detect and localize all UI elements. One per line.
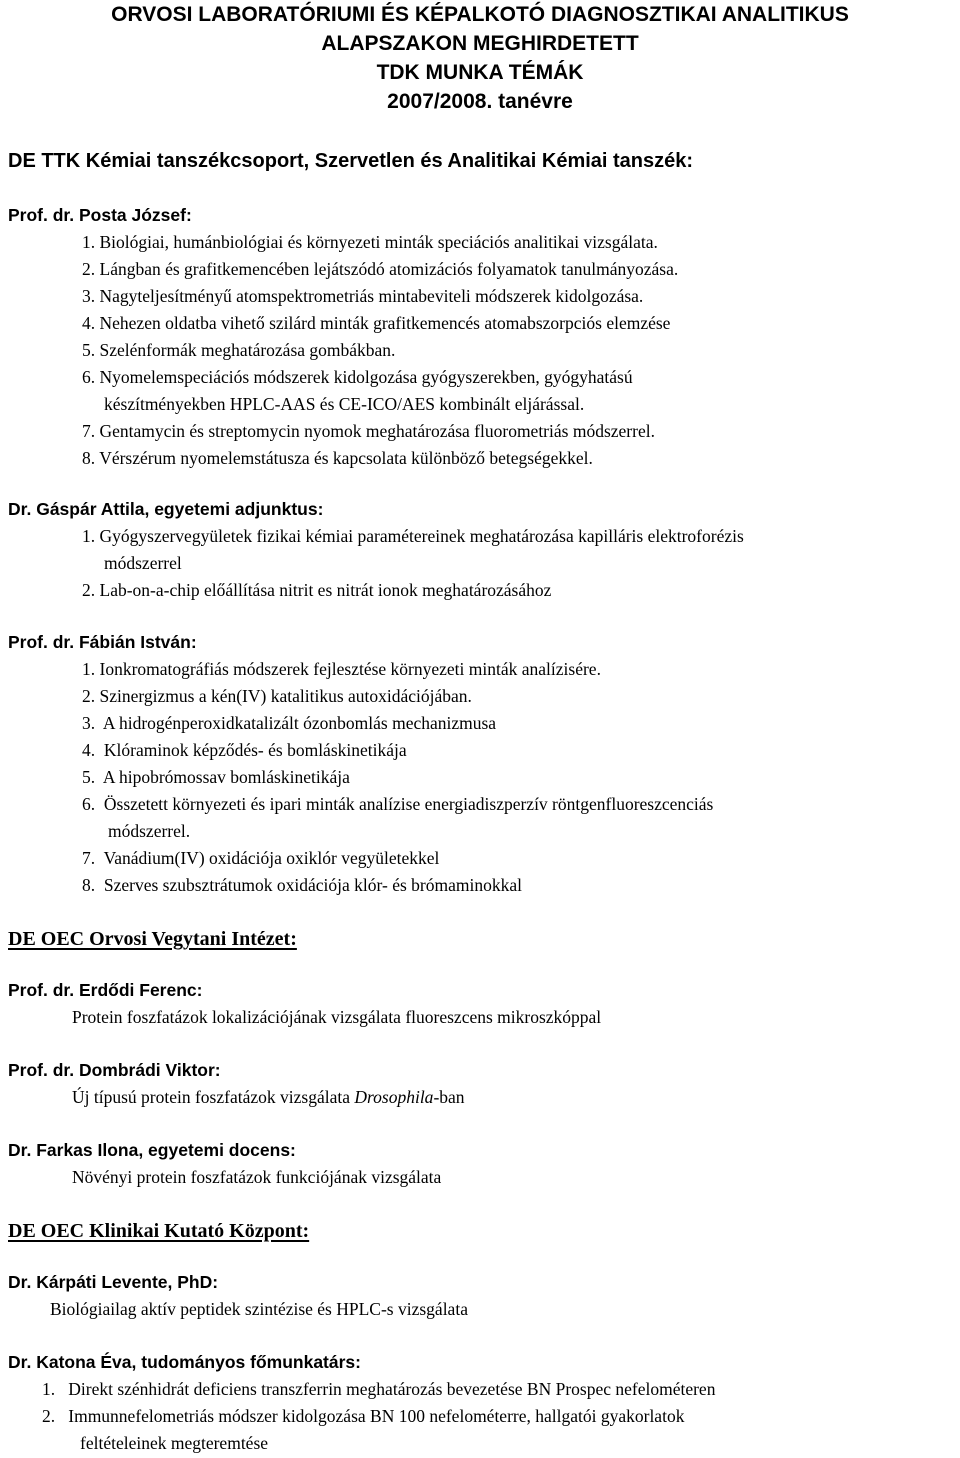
topic-item: 2. Szinergizmus a kén(IV) katalitikus autoxidációjában.	[82, 686, 472, 706]
department-heading-orvosi-vegytani: DE OEC Orvosi Vegytani Intézet:	[8, 928, 297, 950]
topic-item: 8. Szerves szubsztrátumok oxidációja klór- és brómaminokkal	[82, 875, 522, 895]
topic-item-continuation: módszerrel.	[108, 821, 191, 841]
topic-item: 2. Immunnefelometriás módszer kidolgozása BN 100 nefelométerre, hallgatói gyakorlatok	[42, 1406, 685, 1426]
document-title-line-4: 2007/2008. tanévre	[387, 90, 573, 113]
document-title-line-2: ALAPSZAKON MEGHIRDETETT	[321, 32, 639, 55]
topic-item: 4. Nehezen oldatba vihető szilárd minták grafitkemencés atomabszorpciós elemzése	[82, 313, 671, 333]
topic-item: Protein foszfatázok lokalizációjának vizsgálata fluoreszcens mikroszkóppal	[72, 1007, 602, 1027]
topic-item: 5. Szelénformák meghatározása gombákban.	[82, 340, 396, 360]
topic-item: 8. Vérszérum nyomelemstátusza és kapcsolata különböző betegségekkel.	[82, 448, 593, 468]
document-title-line-3: TDK MUNKA TÉMÁK	[376, 61, 584, 84]
topic-item-continuation: módszerrel	[104, 553, 182, 573]
topic-item: 1. Gyógyszervegyületek fizikai kémiai paramétereinek meghatározása kapilláris elektroforézis	[82, 526, 744, 546]
topic-item: 7. Gentamycin és streptomycin nyomok meghatározása fluorometriás módszerrel.	[82, 421, 655, 441]
topic-item: 5. A hipobrómossav bomláskinetikája	[82, 767, 350, 787]
topic-item: 4. Klóraminok képződés- és bomláskinetikája	[82, 740, 407, 760]
professor-name-erdodi: Prof. dr. Erdődi Ferenc:	[8, 980, 203, 1000]
department-heading-klinikai-kutato: DE OEC Klinikai Kutató Központ:	[8, 1220, 310, 1242]
topic-item: 6. Nyomelemspeciációs módszerek kidolgozása gyógyszerekben, gyógyhatású	[82, 367, 633, 387]
professor-name-karpati: Dr. Kárpáti Levente, PhD:	[8, 1272, 219, 1292]
topic-item: Növényi protein foszfatázok funkciójának vizsgálata	[72, 1167, 442, 1187]
document-title-line-1: ORVOSI LABORATÓRIUMI ÉS KÉPALKOTÓ DIAGNOSZTIKAI ANALITIKUS	[111, 3, 849, 26]
professor-name-farkas: Dr. Farkas Ilona, egyetemi docens:	[8, 1140, 296, 1160]
topic-item: 1. Direkt szénhidrát deficiens transzferrin meghatározás bevezetése BN Prospec nefelométeren	[42, 1379, 716, 1399]
department-heading-ttk: DE TTK Kémiai tanszékcsoport, Szervetlen és Analitikai Kémiai tanszék:	[8, 150, 694, 172]
professor-name-fabian: Prof. dr. Fábián István:	[8, 632, 197, 652]
topic-item: 6. Összetett környezeti és ipari minták analízise energiadiszperzív röntgenfluoreszcenciás	[82, 794, 714, 814]
topic-item: 3. Nagyteljesítményű atomspektrometriás mintabeviteli módszerek kidolgozása.	[82, 286, 644, 306]
topic-item-continuation: feltételeinek megteremtése	[80, 1433, 269, 1453]
topic-item: Új típusú protein foszfatázok vizsgálata Drosophila-ban	[72, 1087, 465, 1107]
topic-item: Biológiailag aktív peptidek szintézise és HPLC-s vizsgálata	[50, 1299, 468, 1319]
topic-item: 7. Vanádium(IV) oxidációja oxiklór vegyületekkel	[82, 848, 440, 868]
professor-name-dombradi: Prof. dr. Dombrádi Viktor:	[8, 1060, 221, 1080]
topic-item: 2. Lab-on-a-chip előállítása nitrit es nitrát ionok meghatározásához	[82, 580, 552, 600]
topic-item: 1. Biológiai, humánbiológiai és környezeti minták speciációs analitikai vizsgálata.	[82, 232, 658, 252]
topic-item: 1. Ionkromatográfiás módszerek fejlesztése környezeti minták analízisére.	[82, 659, 601, 679]
topic-item: 3. A hidrogénperoxidkatalizált ózonbomlás mechanizmusa	[82, 713, 497, 733]
professor-name-posta: Prof. dr. Posta József:	[8, 205, 192, 225]
professor-name-katona: Dr. Katona Éva, tudományos főmunkatárs:	[8, 1352, 361, 1372]
topic-item: 2. Lángban és grafitkemencében lejátszódó atomizációs folyamatok tanulmányozása.	[82, 259, 679, 279]
topic-item-continuation: készítményekben HPLC-AAS és CE-ICO/AES kombinált eljárással.	[104, 394, 585, 414]
professor-name-gaspar: Dr. Gáspár Attila, egyetemi adjunktus:	[8, 499, 324, 519]
